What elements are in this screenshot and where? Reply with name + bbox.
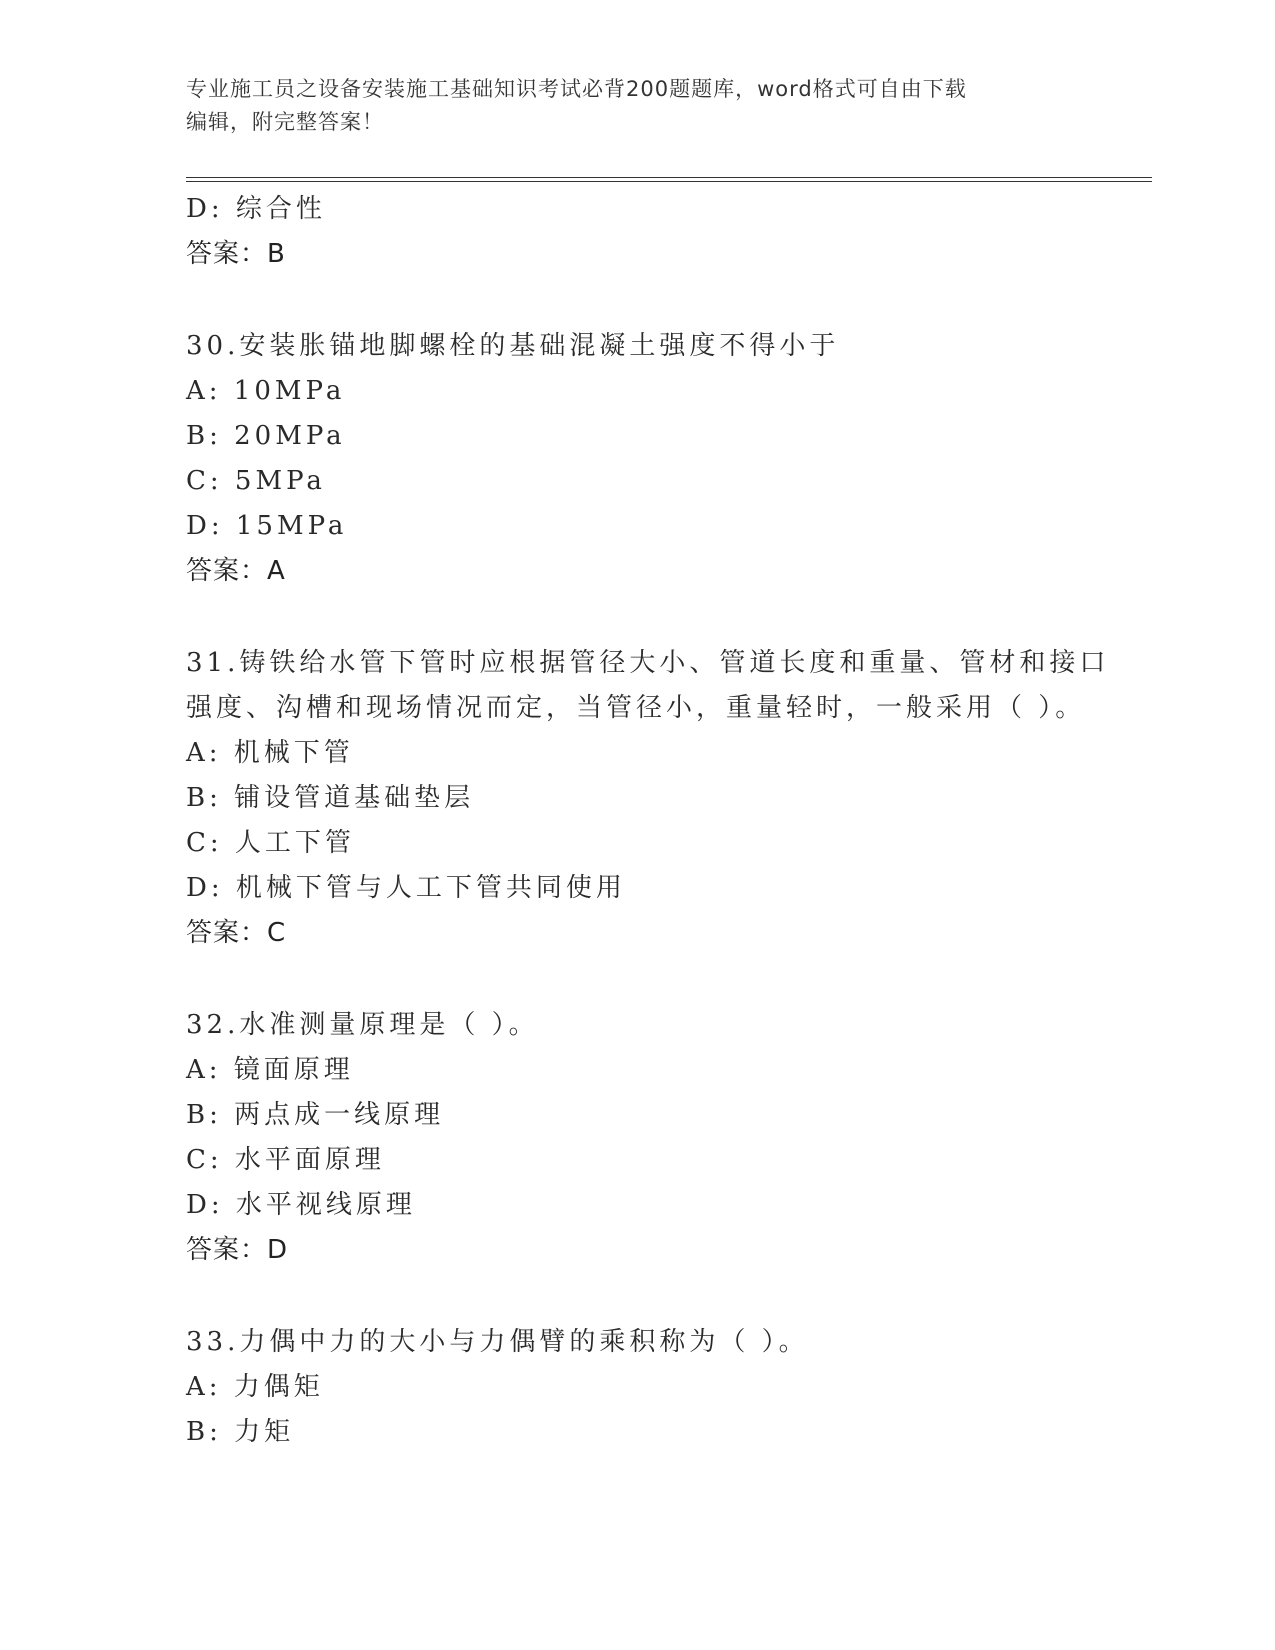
question-30 <box>186 324 1146 594</box>
option-d: D: 机械下管与人工下管共同使用 <box>186 873 626 903</box>
question-fragment <box>186 187 1146 277</box>
answer: 答案：D <box>186 1235 289 1265</box>
question-text-continued: 强度、沟槽和现场情况而定，当管径小，重量轻时，一般采用（ ）。 <box>186 693 1086 723</box>
option-a: A: 机械下管 <box>186 738 354 768</box>
header-divider-top <box>186 177 1152 178</box>
question-text: 33.力偶中力的大小与力偶臂的乘积称为（ ）。 <box>186 1327 809 1357</box>
option-c: C: 水平面原理 <box>186 1145 385 1175</box>
option-b: B: 20MPa <box>186 421 346 451</box>
option-a: A: 镜面原理 <box>186 1055 354 1085</box>
answer: 答案：C <box>186 918 287 948</box>
option-a: A: 力偶矩 <box>186 1372 324 1402</box>
option-c: C: 5MPa <box>186 466 326 496</box>
answer: 答案：B <box>186 239 286 269</box>
document-header <box>186 73 1086 139</box>
header-title-line-1: 专业施工员之设备安装施工基础知识考试必背200题题库，word格式可自由下载 <box>186 77 967 101</box>
question-text: 32.水准测量原理是（ ）。 <box>186 1010 539 1040</box>
header-title-line-2: 编辑，附完整答案！ <box>186 110 384 134</box>
question-text: 31.铸铁给水管下管时应根据管径大小、管道长度和重量、管材和接口 <box>186 648 1110 678</box>
option-a: A: 10MPa <box>186 376 346 406</box>
option-d: D: 综合性 <box>186 194 326 224</box>
option-b: B: 两点成一线原理 <box>186 1100 445 1130</box>
question-31 <box>186 641 1146 956</box>
option-c: C: 人工下管 <box>186 828 355 858</box>
question-text: 30.安装胀锚地脚螺栓的基础混凝土强度不得小于 <box>186 331 840 361</box>
option-d: D: 15MPa <box>186 511 348 541</box>
question-33 <box>186 1320 1146 1455</box>
option-b: B: 力矩 <box>186 1417 295 1447</box>
question-32 <box>186 1003 1146 1273</box>
option-b: B: 铺设管道基础垫层 <box>186 783 475 813</box>
answer: 答案：A <box>186 556 286 586</box>
header-divider-bottom <box>186 181 1152 182</box>
option-d: D: 水平视线原理 <box>186 1190 416 1220</box>
question-list <box>186 187 1146 1455</box>
